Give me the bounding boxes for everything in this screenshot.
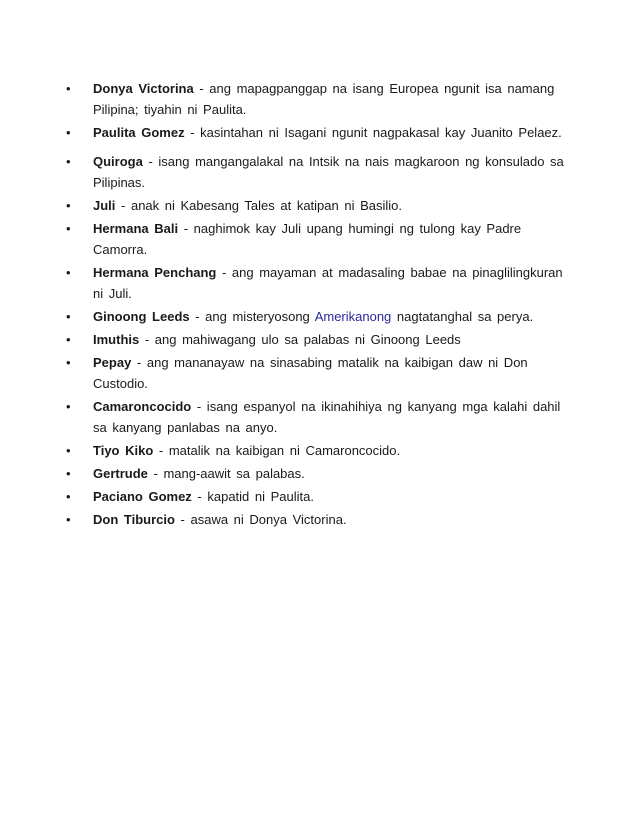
character-description: - kasintahan ni Isagani ngunit nagpakasal kay Juanito Pelaez. xyxy=(184,125,562,140)
character-description: - naghimok kay Juli upang humingi ng tulong kay Padre Camorra. xyxy=(93,221,522,257)
character-name: Tiyo Kiko xyxy=(93,443,154,458)
list-item xyxy=(0,329,638,350)
character-name: Don Tiburcio xyxy=(93,512,175,527)
list-item xyxy=(0,122,638,143)
character-list xyxy=(0,78,638,532)
bullet-icon: • xyxy=(66,443,71,458)
character-name: Paulita Gomez xyxy=(93,125,185,140)
character-name: Hermana Bali xyxy=(93,221,179,236)
bullet-icon: • xyxy=(66,355,71,370)
character-description: - asawa ni Donya Victorina. xyxy=(174,512,347,527)
list-item xyxy=(0,78,638,120)
list-item xyxy=(0,195,638,216)
bullet-icon: • xyxy=(66,399,71,414)
list-item xyxy=(0,352,638,394)
bullet-icon: • xyxy=(66,265,71,280)
bullet-icon: • xyxy=(66,81,71,96)
character-name: Ginoong Leeds xyxy=(93,309,190,324)
bullet-icon: • xyxy=(66,489,71,504)
character-description: - ang misteryosong xyxy=(189,309,315,324)
character-name: Imuthis xyxy=(93,332,140,347)
list-item xyxy=(0,262,638,304)
list-item xyxy=(0,440,638,461)
character-description: - ang mananayaw na sinasabing matalik na kaibigan daw ni Don Custodio. xyxy=(93,355,528,391)
bullet-icon: • xyxy=(66,332,71,347)
bullet-icon: • xyxy=(66,198,71,213)
character-description: - isang espanyol na ikinahihiya ng kanyang mga kalahi dahil sa kanyang panlabas na anyo. xyxy=(93,399,561,435)
bullet-icon: • xyxy=(66,512,71,527)
list-item xyxy=(0,486,638,507)
character-name: Gertrude xyxy=(93,466,148,481)
bullet-icon: • xyxy=(66,125,71,140)
character-description: - ang mayaman at madasaling babae na pinaglilingkuran ni Juli. xyxy=(93,265,563,301)
character-name: Hermana Penchang xyxy=(93,265,217,280)
character-description: - matalik na kaibigan ni Camaroncocido. xyxy=(153,443,401,458)
character-name: Camaroncocido xyxy=(93,399,192,414)
list-item xyxy=(0,396,638,438)
character-description: - ang mapagpanggap na isang Europea ngunit isa namang Pilipina; tiyahin ni Paulita. xyxy=(93,81,555,117)
bullet-icon: • xyxy=(66,466,71,481)
character-name: Juli xyxy=(93,198,116,213)
character-description: nagtatanghal sa perya. xyxy=(391,309,534,324)
list-item xyxy=(0,218,638,260)
bullet-icon: • xyxy=(66,309,71,324)
character-name: Paciano Gomez xyxy=(93,489,192,504)
character-name: Pepay xyxy=(93,355,132,370)
list-item xyxy=(0,509,638,530)
character-description: - kapatid ni Paulita. xyxy=(191,489,314,504)
list-item xyxy=(0,306,638,327)
character-name: Donya Victorina xyxy=(93,81,194,96)
bullet-icon: • xyxy=(66,221,71,236)
list-item xyxy=(0,463,638,484)
list-item xyxy=(0,151,638,193)
character-description: - isang mangangalakal na Intsik na nais magkaroon ng konsulado sa Pilipinas. xyxy=(93,154,564,190)
character-description: - ang mahiwagang ulo sa palabas ni Ginoong Leeds xyxy=(139,332,461,347)
character-description: - mang-aawit sa palabas. xyxy=(147,466,305,481)
character-description: - anak ni Kabesang Tales at katipan ni Basilio. xyxy=(115,198,403,213)
character-name: Quiroga xyxy=(93,154,143,169)
bullet-icon: • xyxy=(66,154,71,169)
amerikanong-link[interactable]: Amerikanong xyxy=(314,309,392,324)
